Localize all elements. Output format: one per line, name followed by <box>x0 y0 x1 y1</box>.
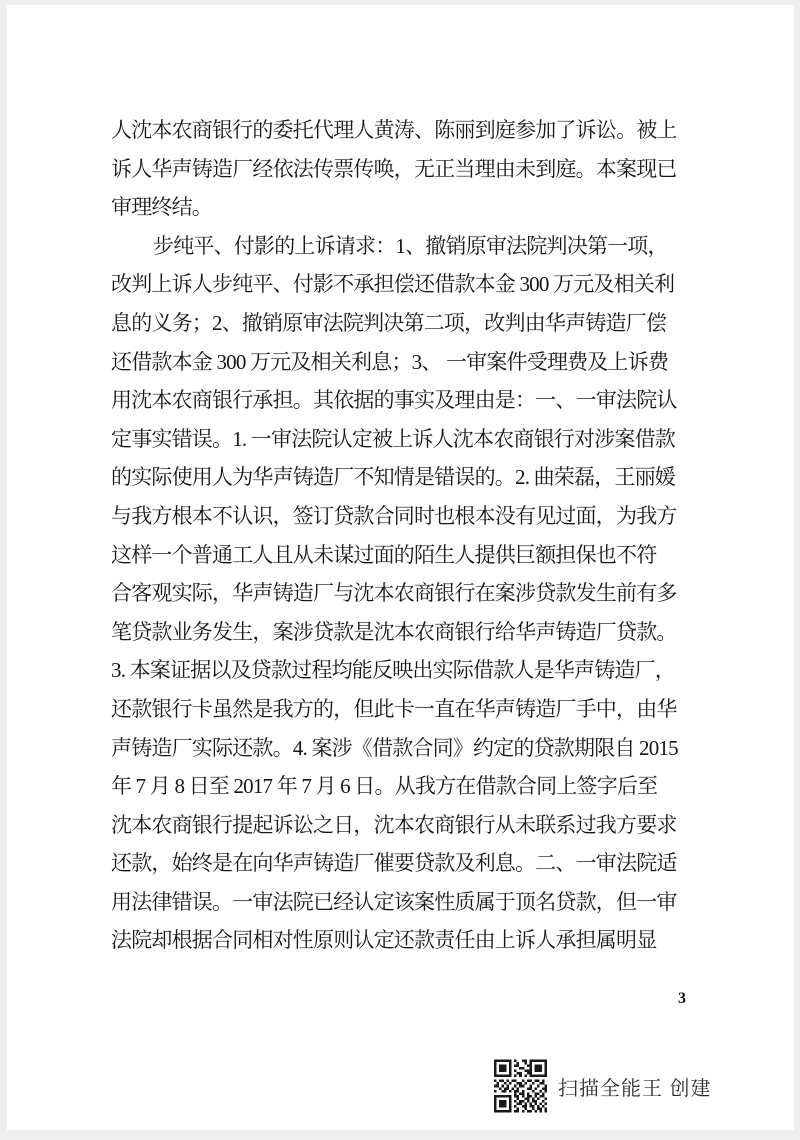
scanner-footer <box>494 1058 712 1114</box>
document-page <box>7 5 794 1130</box>
text-line: 诉人华声铸造厂经依法传票传唤，无正当理由未到庭。本案现已 <box>111 156 677 181</box>
text-line: 审理终结。 <box>111 195 212 220</box>
qr-code-icon <box>494 1058 547 1114</box>
text-line: 还款，始终是在向华声铸造厂催要贷款及利息。二、一审法院适 <box>111 851 677 876</box>
text-line: 用沈本农商银行承担。其依据的事实及理由是：一、一审法院认 <box>111 388 677 413</box>
text-line: 3. 本案证据以及贷款过程均能反映出实际借款人是华声铸造厂， <box>111 658 675 683</box>
text-line: 还款银行卡虽然是我方的，但此卡一直在华声铸造厂手中，由华 <box>111 696 677 721</box>
text-line: 还借款本金 300 万元及相关利息；3、 一审案件受理费及上诉费 <box>111 349 669 374</box>
text-line: 笔贷款业务发生，案涉贷款是沈本农商银行给华声铸造厂贷款。 <box>111 619 677 644</box>
document-body <box>111 111 711 960</box>
scanner-watermark-label: 扫描全能王 创建 <box>558 1077 712 1100</box>
text-line: 用法律错误。一审法院已经认定该案性质属于顶名贷款，但一审 <box>111 889 677 914</box>
text-line: 合客观实际，华声铸造厂与沈本农商银行在案涉贷款发生前有多 <box>111 581 677 606</box>
page-number: 3 <box>678 990 686 1007</box>
text-line: 与我方根本不认识，签订贷款合同时也根本没有见过面，为我方 <box>111 503 677 528</box>
text-line: 的实际使用人为华声铸造厂不知情是错误的。2. 曲荣磊，王丽媛 <box>111 465 675 490</box>
text-line: 年 7 月 8 日至 2017 年 7 月 6 日。从我方在借款合同上签字后至 <box>111 774 658 799</box>
text-line: 沈本农商银行提起诉讼之日，沈本农商银行从未联系过我方要求 <box>111 812 677 837</box>
text-line: 改判上诉人步纯平、付影不承担偿还借款本金 300 万元及相关利 <box>111 272 675 297</box>
text-line: 人沈本农商银行的委托代理人黄涛、陈丽到庭参加了诉讼。被上 <box>111 118 677 142</box>
text-line: 息的义务；2、撤销原审法院判决第二项，改判由华声铸造厂偿 <box>111 310 667 335</box>
text-line: 这样一个普通工人且从未谋过面的陌生人提供巨额担保也不符 <box>111 542 657 567</box>
text-line: 步纯平、付影的上诉请求：1、撤销原审法院判决第一项， <box>153 233 668 258</box>
text-line: 声铸造厂实际还款。4. 案涉《借款合同》约定的贷款期限自 2015 <box>111 735 678 760</box>
text-line: 定事实错误。1. 一审法院认定被上诉人沈本农商银行对涉案借款 <box>111 426 675 451</box>
text-line: 法院却根据合同相对性原则认定还款责任由上诉人承担属明显 <box>111 928 657 953</box>
